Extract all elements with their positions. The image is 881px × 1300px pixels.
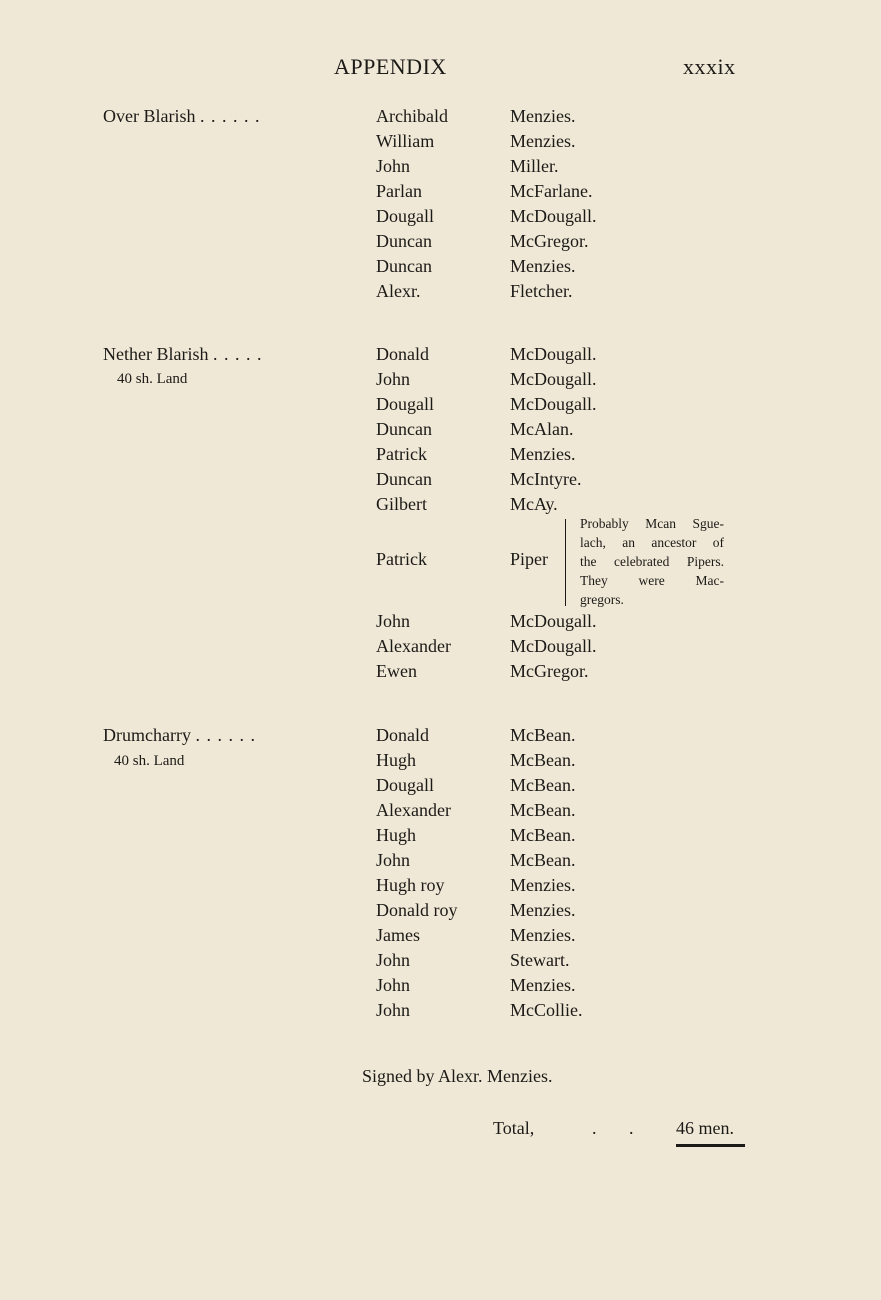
page-number: xxxix [683, 54, 736, 79]
surname: McIntyre. [510, 469, 582, 489]
surname: McDougall. [510, 206, 597, 226]
surname: McBean. [510, 800, 576, 820]
surname: McBean. [510, 725, 576, 745]
piper-label: Piper [510, 549, 548, 569]
first-name: William [376, 131, 435, 151]
place-name: Over Blarish . . . . . . [103, 106, 261, 126]
first-name: Alexr. [376, 281, 421, 301]
first-name: John [376, 975, 411, 995]
surname: Menzies. [510, 131, 576, 151]
surname: Menzies. [510, 925, 576, 945]
first-name: Parlan [376, 181, 422, 201]
land-value: 40 sh. Land [117, 371, 188, 387]
total-leader: . . [592, 1118, 648, 1138]
surname: Stewart. [510, 950, 570, 970]
surname: Menzies. [510, 975, 576, 995]
first-name: Donald roy [376, 900, 458, 920]
surname: Menzies. [510, 444, 576, 464]
surname: McBean. [510, 750, 576, 770]
first-name: Duncan [376, 469, 432, 489]
surname: McCollie. [510, 1000, 583, 1020]
first-name: Duncan [376, 231, 432, 251]
total-underline [676, 1144, 745, 1147]
first-name: Archibald [376, 106, 448, 126]
surname: McGregor. [510, 661, 589, 681]
surname: McBean. [510, 850, 576, 870]
first-name: John [376, 156, 411, 176]
piper-note: the celebrated Pipers. [580, 554, 724, 569]
surname: McAlan. [510, 419, 574, 439]
first-name: Donald [376, 725, 429, 745]
first-name: Gilbert [376, 494, 427, 514]
first-name: John [376, 850, 411, 870]
first-name: Hugh [376, 825, 416, 845]
place-name: Drumcharry . . . . . . [103, 725, 256, 745]
first-name: John [376, 611, 411, 631]
page-title: APPENDIX [334, 54, 447, 79]
surname: McBean. [510, 825, 576, 845]
first-name: James [376, 925, 420, 945]
surname: McDougall. [510, 636, 597, 656]
first-name: Duncan [376, 256, 432, 276]
surname: McFarlane. [510, 181, 593, 201]
first-name: Patrick [376, 444, 427, 464]
surname: McBean. [510, 775, 576, 795]
first-name: Dougall [376, 206, 434, 226]
total-value: 46 men. [676, 1118, 734, 1138]
surname: Menzies. [510, 256, 576, 276]
piper-note: Probably Mcan Sgue- [580, 516, 724, 531]
signature-line: Signed by Alexr. Menzies. [362, 1066, 553, 1086]
first-name: Donald [376, 344, 429, 364]
first-name: John [376, 950, 411, 970]
surname: McDougall. [510, 369, 597, 389]
surname: Menzies. [510, 106, 576, 126]
piper-note: lach, an ancestor of [580, 535, 724, 550]
first-name: John [376, 1000, 411, 1020]
first-name: Ewen [376, 661, 417, 681]
land-value: 40 sh. Land [114, 753, 185, 769]
brace [565, 519, 574, 606]
surname: McAy. [510, 494, 558, 514]
surname: Fletcher. [510, 281, 573, 301]
first-name: Hugh roy [376, 875, 445, 895]
surname: McDougall. [510, 611, 597, 631]
first-name: Alexander [376, 800, 451, 820]
first-name: Patrick [376, 549, 427, 569]
surname: McDougall. [510, 394, 597, 414]
first-name: Dougall [376, 775, 434, 795]
surname: Menzies. [510, 900, 576, 920]
first-name: Duncan [376, 419, 432, 439]
first-name: John [376, 369, 411, 389]
piper-note: They were Mac- [580, 573, 724, 588]
first-name: Alexander [376, 636, 451, 656]
surname: Miller. [510, 156, 559, 176]
first-name: Dougall [376, 394, 434, 414]
piper-note: gregors. [580, 592, 624, 607]
place-name: Nether Blarish . . . . . [103, 344, 263, 364]
first-name: Hugh [376, 750, 416, 770]
total-label: Total, [493, 1118, 535, 1138]
surname: McGregor. [510, 231, 589, 251]
surname: McDougall. [510, 344, 597, 364]
surname: Menzies. [510, 875, 576, 895]
